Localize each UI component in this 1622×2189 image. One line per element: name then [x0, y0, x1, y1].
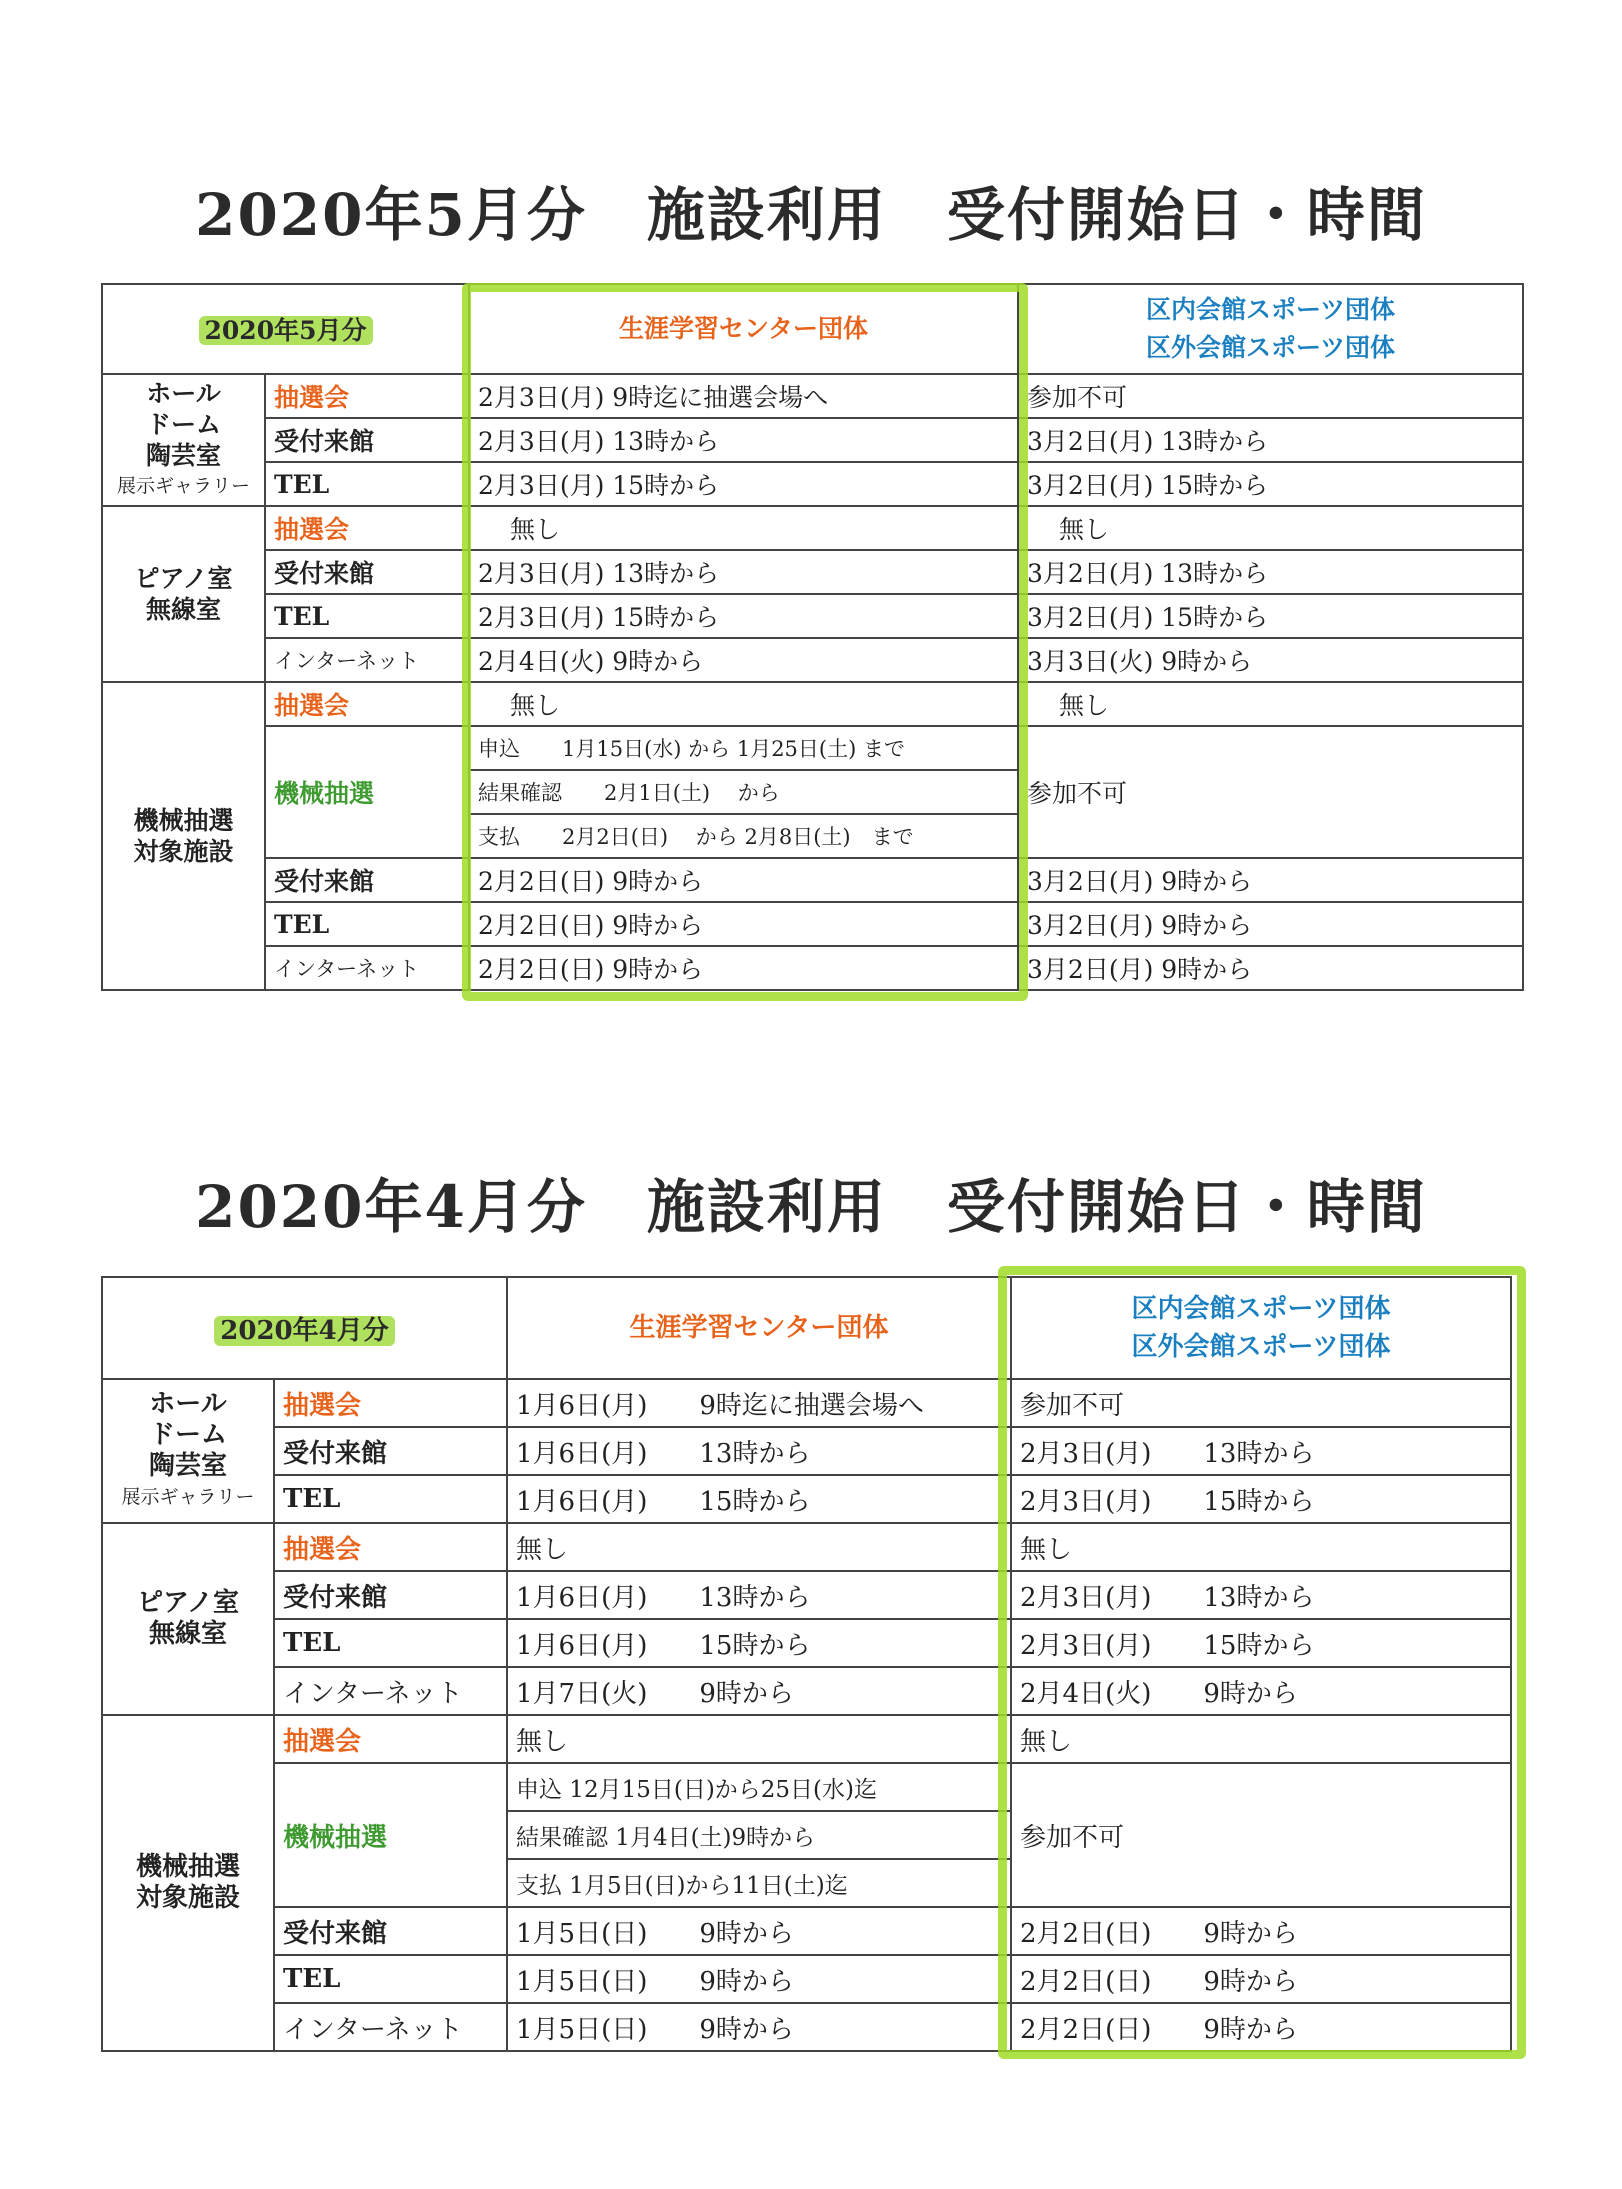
method-cell: 受付来館: [265, 550, 469, 594]
value-cell: 2月3日(月) 15時から: [1011, 1475, 1511, 1523]
method-cell: インターネット: [265, 946, 469, 990]
table-header-row: [102, 284, 1523, 374]
value-cell: 2月3日(月) 15時から: [469, 594, 1018, 638]
method-cell: 受付来館: [274, 1427, 507, 1475]
method-cell: 抽選会: [265, 506, 469, 550]
month-label: 2020年5月分: [102, 284, 469, 374]
value-cell: 1月6日(月) 9時迄に抽選会場へ: [507, 1379, 1011, 1427]
method-cell: 受付来館: [274, 1907, 507, 1955]
may-title: 2020年5月分 施設利用 受付開始日・時間: [195, 181, 1427, 249]
facility-cell: ピアノ室 無線室: [102, 506, 265, 682]
value-cell: 2月4日(火) 9時から: [469, 638, 1018, 682]
method-cell: TEL: [265, 594, 469, 638]
value-cell: 結果確認 1月4日(土)9時から: [507, 1811, 1011, 1859]
value-cell: 無し: [1018, 506, 1523, 550]
value-cell: 無し: [469, 506, 1018, 550]
facility-cell: ホール ドーム 陶芸室 展示ギャラリー: [102, 374, 265, 506]
value-cell: 2月2日(日) 9時から: [469, 946, 1018, 990]
value-cell: 申込 12月15日(日)から25日(水)迄: [507, 1763, 1011, 1811]
table-row: [102, 1955, 1511, 2003]
table-row: [102, 726, 1523, 770]
method-cell: TEL: [274, 1955, 507, 2003]
value-cell: 参加不可: [1018, 726, 1523, 858]
table-row: [102, 1571, 1511, 1619]
value-cell: 支払 2月2日(日) から 2月8日(土) まで: [469, 814, 1018, 858]
method-cell: インターネット: [265, 638, 469, 682]
month-label: 2020年4月分: [102, 1277, 507, 1379]
value-cell: 3月2日(月) 15時から: [1018, 462, 1523, 506]
method-cell: インターネット: [274, 2003, 507, 2051]
value-cell: 3月2日(月) 9時から: [1018, 902, 1523, 946]
value-cell: 参加不可: [1011, 1763, 1511, 1907]
method-cell: TEL: [265, 462, 469, 506]
value-cell: 無し: [1011, 1523, 1511, 1571]
value-cell: 無し: [507, 1523, 1011, 1571]
value-cell: 1月6日(月) 15時から: [507, 1475, 1011, 1523]
value-cell: 無し: [469, 682, 1018, 726]
value-cell: 無し: [1011, 1715, 1511, 1763]
table-row: [102, 946, 1523, 990]
value-cell: 2月3日(月) 13時から: [1011, 1571, 1511, 1619]
table-row: [102, 902, 1523, 946]
value-cell: 3月2日(月) 9時から: [1018, 858, 1523, 902]
method-cell: 受付来館: [274, 1571, 507, 1619]
table-row: [102, 594, 1523, 638]
value-cell: 無し: [1018, 682, 1523, 726]
method-cell: 受付来館: [265, 858, 469, 902]
table-row: [102, 1475, 1511, 1523]
value-cell: 2月4日(火) 9時から: [1011, 1667, 1511, 1715]
table-row: [102, 1715, 1511, 1763]
value-cell: 1月5日(日) 9時から: [507, 1907, 1011, 1955]
facility-cell: ホール ドーム 陶芸室 展示ギャラリー: [102, 1379, 274, 1523]
table-row: [102, 1907, 1511, 1955]
value-cell: 3月3日(火) 9時から: [1018, 638, 1523, 682]
value-cell: 1月6日(月) 15時から: [507, 1619, 1011, 1667]
table-row: [102, 506, 1523, 550]
table-row: [102, 682, 1523, 726]
table-row: [102, 374, 1523, 418]
table-row: [102, 858, 1523, 902]
may-schedule-table: [101, 283, 1524, 991]
value-cell: 支払 1月5日(日)から11日(土)迄: [507, 1859, 1011, 1907]
value-cell: 無し: [507, 1715, 1011, 1763]
method-cell: 抽選会: [265, 682, 469, 726]
table-row: [102, 2003, 1511, 2051]
table-row: [102, 1667, 1511, 1715]
value-cell: 3月2日(月) 9時から: [1018, 946, 1523, 990]
method-cell: TEL: [274, 1475, 507, 1523]
value-cell: 2月3日(月) 15時から: [1011, 1619, 1511, 1667]
value-cell: 1月5日(日) 9時から: [507, 2003, 1011, 2051]
table-row: [102, 418, 1523, 462]
table-row: [102, 1379, 1511, 1427]
value-cell: 3月2日(月) 13時から: [1018, 418, 1523, 462]
april-schedule-table: [101, 1276, 1512, 2052]
col-header-lifelong-learning: 生涯学習センター団体: [469, 284, 1018, 374]
april-title: 2020年4月分 施設利用 受付開始日・時間: [195, 1173, 1427, 1241]
table-row: [102, 1763, 1511, 1811]
value-cell: 2月2日(日) 9時から: [469, 902, 1018, 946]
method-cell: 機械抽選: [265, 726, 469, 858]
value-cell: 2月3日(月) 13時から: [469, 550, 1018, 594]
method-cell: TEL: [265, 902, 469, 946]
facility-cell: 機械抽選 対象施設: [102, 1715, 274, 2051]
value-cell: 2月2日(日) 9時から: [469, 858, 1018, 902]
col-header-sports-groups: 区内会館スポーツ団体 区外会館スポーツ団体: [1011, 1277, 1511, 1379]
method-cell: 抽選会: [274, 1379, 507, 1427]
method-cell: 機械抽選: [274, 1763, 507, 1907]
value-cell: 1月7日(火) 9時から: [507, 1667, 1011, 1715]
value-cell: 参加不可: [1018, 374, 1523, 418]
method-cell: 受付来館: [265, 418, 469, 462]
value-cell: 2月3日(月) 13時から: [1011, 1427, 1511, 1475]
value-cell: 申込 1月15日(水) から 1月25日(土) まで: [469, 726, 1018, 770]
method-cell: インターネット: [274, 1667, 507, 1715]
table-row: [102, 462, 1523, 506]
value-cell: 2月3日(月) 13時から: [469, 418, 1018, 462]
value-cell: 2月3日(月) 15時から: [469, 462, 1018, 506]
value-cell: 1月6日(月) 13時から: [507, 1427, 1011, 1475]
value-cell: 3月2日(月) 13時から: [1018, 550, 1523, 594]
value-cell: 2月3日(月) 9時迄に抽選会場へ: [469, 374, 1018, 418]
table-row: [102, 638, 1523, 682]
method-cell: 抽選会: [274, 1523, 507, 1571]
value-cell: 2月2日(日) 9時から: [1011, 1907, 1511, 1955]
method-cell: 抽選会: [274, 1715, 507, 1763]
col-header-sports-groups: 区内会館スポーツ団体 区外会館スポーツ団体: [1018, 284, 1523, 374]
table-row: [102, 1523, 1511, 1571]
value-cell: 2月2日(日) 9時から: [1011, 2003, 1511, 2051]
col-header-lifelong-learning: 生涯学習センター団体: [507, 1277, 1011, 1379]
value-cell: 参加不可: [1011, 1379, 1511, 1427]
method-cell: TEL: [274, 1619, 507, 1667]
value-cell: 1月5日(日) 9時から: [507, 1955, 1011, 2003]
table-row: [102, 1427, 1511, 1475]
method-cell: 抽選会: [265, 374, 469, 418]
value-cell: 結果確認 2月1日(土) から: [469, 770, 1018, 814]
table-header-row: [102, 1277, 1511, 1379]
facility-cell: ピアノ室 無線室: [102, 1523, 274, 1715]
value-cell: 2月2日(日) 9時から: [1011, 1955, 1511, 2003]
table-row: [102, 1619, 1511, 1667]
value-cell: 1月6日(月) 13時から: [507, 1571, 1011, 1619]
table-row: [102, 550, 1523, 594]
value-cell: 3月2日(月) 15時から: [1018, 594, 1523, 638]
facility-cell: 機械抽選 対象施設: [102, 682, 265, 990]
